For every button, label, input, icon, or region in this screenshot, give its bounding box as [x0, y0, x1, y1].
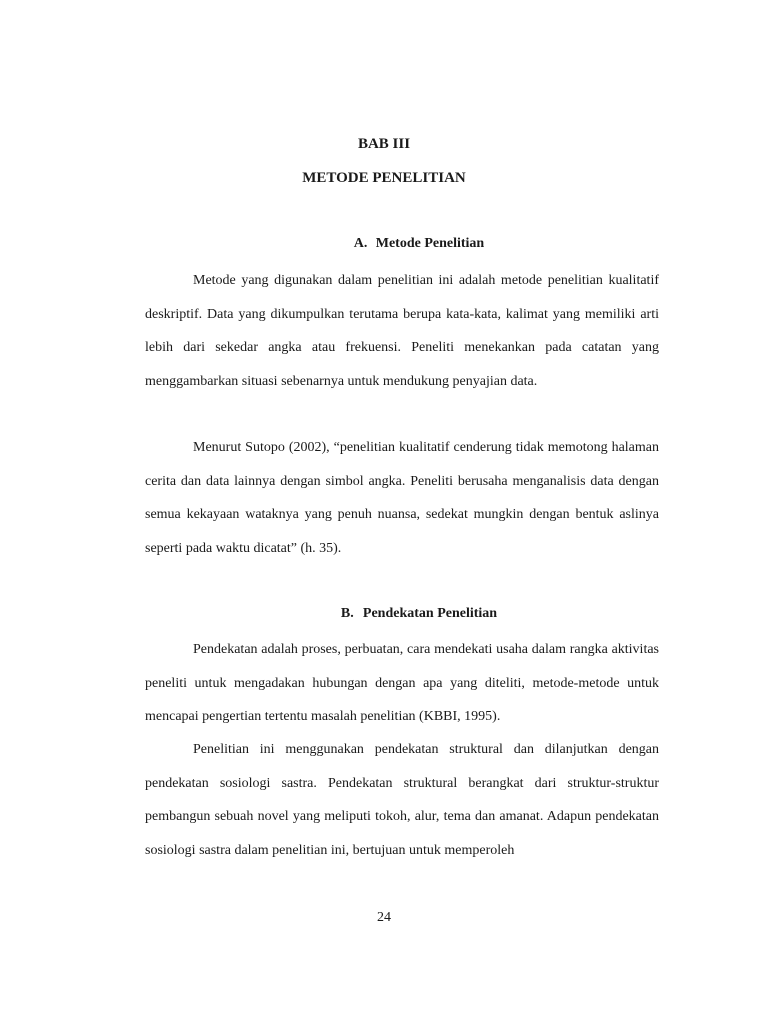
paragraph: Penelitian ini menggunakan pendekatan struktural dan dilanjutkan dengan pendekatan sosiologi sastra. Pendekatan struktural berangkat dari struktur-struktur pembangun sebuah novel yang meliputi tokoh, alur, tema dan amanat. Adapun pendekatan sosiologi sastra dalam penelitian ini, bertujuan untuk memperoleh [145, 742, 659, 858]
section-title: Pendekatan Penelitian [362, 606, 498, 621]
paragraph: Metode yang digunakan dalam penelitian ini adalah metode penelitian kualitatif deskriptif. Data yang dikumpulkan terutama berupa kata-kata, kalimat yang memiliki arti lebih dari sekedar angka atau frekuensi. Peneliti menekankan pada catatan yang menggambarkan situasi sebenarnya untuk mendukung penyajian data. [145, 273, 659, 389]
section-heading-metode [0, 236, 768, 252]
chapter-title: METODE PENELITIAN [302, 170, 466, 186]
section-heading-pendekatan [0, 606, 768, 622]
section-marker: A. [353, 236, 368, 251]
chapter-number: BAB III [357, 136, 411, 152]
section-title: Metode Penelitian [375, 236, 485, 251]
paragraph: Pendekatan adalah proses, perbuatan, cara mendekati usaha dalam rangka aktivitas peneliti untuk mengadakan hubungan dengan apa yang diteliti, metode-metode untuk mencapai pengertian tertentu masalah penelitian (KBBI, 1995). [145, 642, 659, 724]
section-marker: B. [340, 606, 354, 621]
paragraph: Menurut Sutopo (2002), “penelitian kualitatif cenderung tidak memotong halaman cerita dan data lainnya dengan simbol angka. Peneliti berusaha menganalisis data dengan semua kekayaan wataknya yang penuh nuansa, sedekat mungkin dengan bentuk aslinya seperti pada waktu dicatat” (h. 35). [145, 440, 659, 556]
page-number: 24 [377, 910, 391, 925]
